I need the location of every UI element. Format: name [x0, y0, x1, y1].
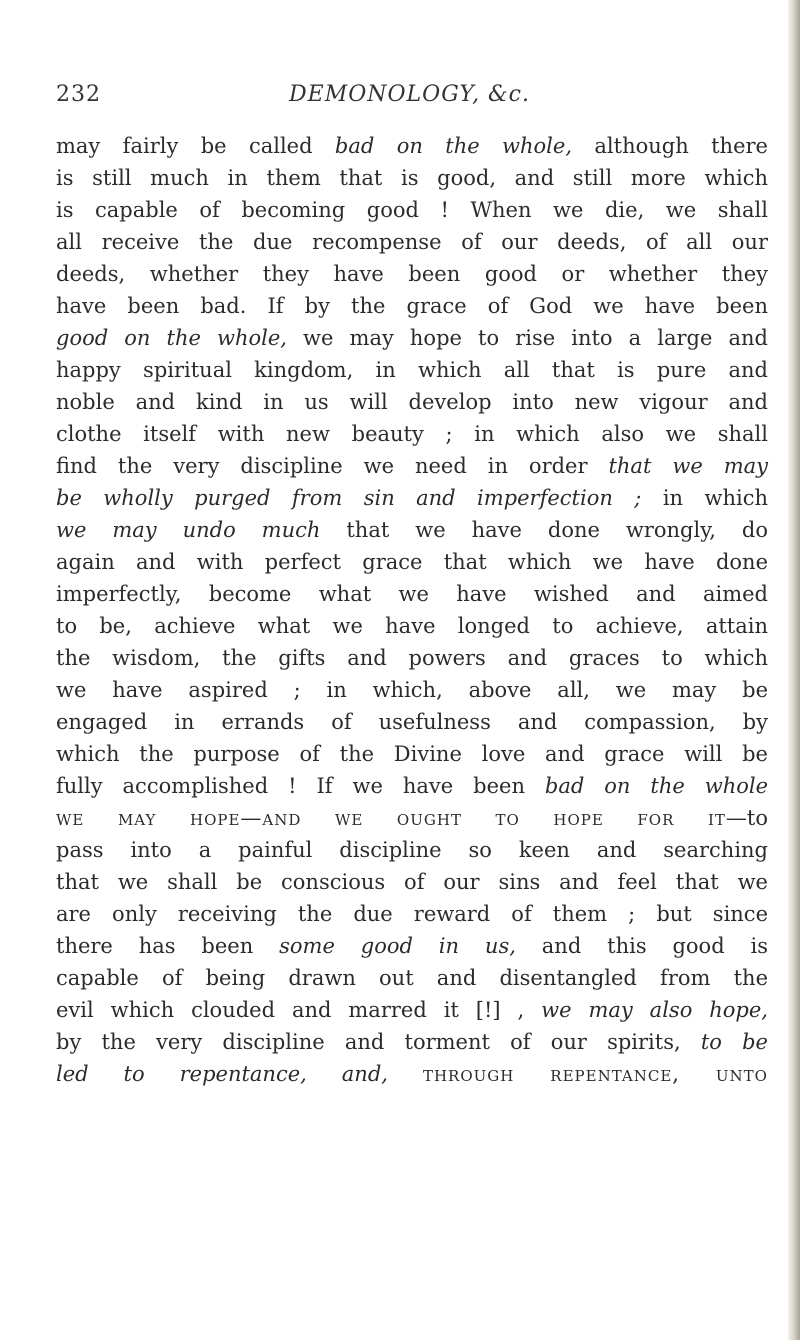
text-line: [56, 354, 768, 386]
text-segment: capable of being drawn out and disentangled from the: [56, 966, 768, 990]
text-line: [56, 386, 768, 418]
text-line: [56, 834, 768, 866]
text-segment: that we shall be conscious of our sins and feel that we: [56, 870, 768, 894]
text-line: [56, 162, 768, 194]
text-line: [56, 1026, 768, 1058]
text-line: [56, 642, 768, 674]
running-head: DEMONOLOGY, &c.: [289, 82, 530, 107]
text-line: [56, 802, 768, 834]
text-segment: clothe itself with new beauty ; in which also we shall: [56, 422, 768, 446]
text-line: [56, 258, 768, 290]
body-text: [56, 130, 768, 1090]
text-segment: is still much in them that is good, and still more which: [56, 166, 768, 190]
text-segment: noble and kind in us will develop into new vigour and: [56, 390, 768, 414]
text-segment: [388, 1062, 423, 1086]
text-segment: have been bad. If by the grace of God we have been: [56, 294, 768, 318]
text-segment: to be, achieve what we have longed to achieve, attain: [56, 614, 768, 638]
text-segment: fully accomplished ! If we have been: [56, 774, 545, 798]
text-line: [56, 770, 768, 802]
text-line: [56, 290, 768, 322]
page-header: [56, 80, 756, 110]
text-line: [56, 706, 768, 738]
text-segment: again and with perfect grace that which we have done: [56, 550, 768, 574]
text-segment: engaged in errands of usefulness and compassion, by: [56, 710, 768, 734]
text-line: [56, 322, 768, 354]
text-line: [56, 738, 768, 770]
text-line: [56, 962, 768, 994]
italic-text: to be: [700, 1030, 768, 1054]
text-line: [56, 450, 768, 482]
italic-text: led to repentance, and,: [56, 1062, 388, 1086]
text-line: [56, 546, 768, 578]
page-edge: [788, 0, 800, 1340]
text-segment: find the very discipline we need in order: [56, 454, 609, 478]
text-segment: happy spiritual kingdom, in which all that is pure and: [56, 358, 768, 382]
text-segment: which the purpose of the Divine love and grace will be: [56, 742, 768, 766]
text-segment: there has been: [56, 934, 280, 958]
text-line: [56, 610, 768, 642]
text-line: [56, 418, 768, 450]
text-line: [56, 482, 768, 514]
text-segment: that we have done wrongly, do: [320, 518, 768, 542]
text-segment: is capable of becoming good ! When we die, we shall: [56, 198, 768, 222]
text-line: [56, 994, 768, 1026]
italic-text: good on the whole,: [56, 326, 287, 350]
text-segment: we have aspired ; in which, above all, we may be: [56, 678, 768, 702]
text-segment: although there: [572, 134, 768, 158]
text-segment: the wisdom, the gifts and powers and graces to which: [56, 646, 768, 670]
text-segment: evil which clouded and marred it [!] ,: [56, 998, 542, 1022]
text-segment: by the very discipline and torment of our spirits,: [56, 1030, 701, 1054]
text-segment: are only receiving the due reward of them ; but since: [56, 902, 768, 926]
page-number: 232: [56, 82, 101, 107]
text-segment: and this good is: [515, 934, 769, 958]
text-line: [56, 130, 768, 162]
italic-text: bad on the whole: [544, 774, 769, 798]
text-line: [56, 514, 768, 546]
italic-text: we may undo much: [56, 518, 321, 542]
text-segment: may fairly be called: [56, 134, 335, 158]
small-caps-text: through repentance, unto: [422, 1062, 768, 1086]
italic-text: we may also hope,: [541, 998, 768, 1022]
text-line: [56, 930, 768, 962]
small-caps-text: we may hope—and we ought to hope for it: [56, 806, 726, 830]
text-line: [56, 226, 768, 258]
italic-text: that we may: [608, 454, 768, 478]
text-line: [56, 578, 768, 610]
text-line: [56, 866, 768, 898]
italic-text: be wholly purged from sin and imperfection ;: [56, 486, 642, 510]
text-line: [56, 1058, 768, 1090]
text-segment: we may hope to rise into a large and: [286, 326, 768, 350]
text-line: [56, 898, 768, 930]
text-segment: in which: [641, 486, 768, 510]
text-segment: deeds, whether they have been good or whether they: [56, 262, 768, 286]
text-segment: imperfectly, become what we have wished and aimed: [56, 582, 768, 606]
text-segment: all receive the due recompense of our deeds, of all our: [56, 230, 768, 254]
italic-text: some good in us,: [279, 934, 516, 958]
text-segment: pass into a painful discipline so keen and searching: [56, 838, 768, 862]
text-line: [56, 194, 768, 226]
italic-text: bad on the whole,: [334, 134, 573, 158]
text-line: [56, 674, 768, 706]
text-segment: —to: [725, 806, 768, 830]
